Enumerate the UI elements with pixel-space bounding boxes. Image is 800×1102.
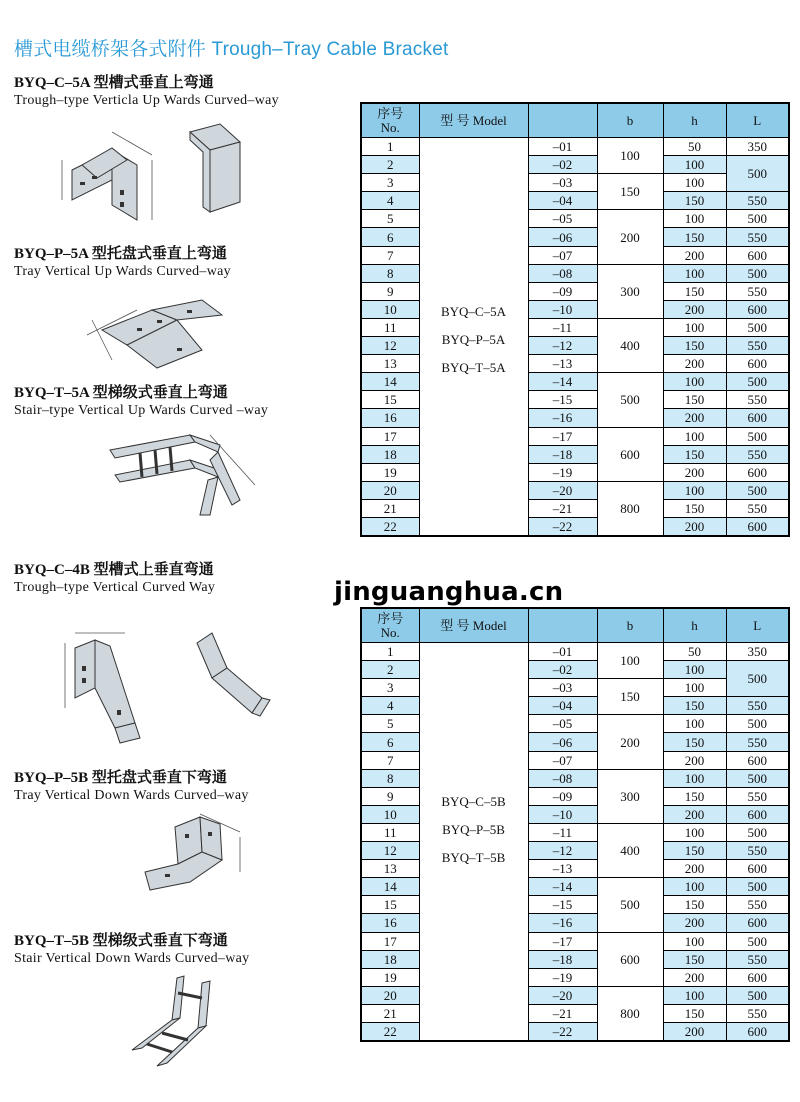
cell-code: –15 [528,391,597,409]
cell-no: 1 [361,138,419,156]
cell-l: 500 [726,156,789,192]
caption-c5a [14,75,279,109]
cell-code: –07 [528,246,597,264]
trough-vertical-cover-drawing [192,628,272,718]
model-name: BYQ–P–5B [442,822,505,837]
cell-h: 100 [663,679,726,697]
header-model: 型 号 Model [419,103,528,138]
cell-l: 500 [726,986,789,1004]
cell-code: –20 [528,481,597,499]
table-body [361,138,789,537]
cell-no: 4 [361,697,419,715]
cell-l: 500 [726,661,789,697]
cell-h: 100 [663,661,726,679]
caption-en: Tray Vertical Down Wards Curved–way [14,788,249,803]
cell-h: 150 [663,337,726,355]
cell-no: 6 [361,228,419,246]
header-blank [528,608,597,643]
model-name: BYQ–T–5A [441,360,506,375]
cell-b: 600 [597,427,663,481]
cell-l: 600 [726,409,789,427]
cell-no: 7 [361,751,419,769]
cell-no: 12 [361,842,419,860]
cell-no: 12 [361,337,419,355]
cell-code: –01 [528,643,597,661]
cell-code: –06 [528,228,597,246]
cell-code: –07 [528,751,597,769]
caption-en: Tray Vertical Up Wards Curved–way [14,264,231,279]
cell-no: 22 [361,517,419,536]
cell-code: –08 [528,264,597,282]
caption-cn: BYQ–P–5A 型托盘式垂直上弯通 [14,246,227,262]
cell-no: 8 [361,264,419,282]
cell-l: 500 [726,318,789,336]
cell-h: 150 [663,1004,726,1022]
cell-h: 150 [663,950,726,968]
cell-h: 100 [663,210,726,228]
cell-l: 550 [726,228,789,246]
cell-l: 600 [726,860,789,878]
cell-code: –01 [528,138,597,156]
cell-l: 600 [726,463,789,481]
cell-no: 11 [361,318,419,336]
cell-code: –22 [528,1022,597,1041]
cell-l: 600 [726,914,789,932]
header-no: 序号 No. [361,608,419,643]
cell-h: 200 [663,246,726,264]
header-l: L [726,608,789,643]
cell-h: 150 [663,228,726,246]
cell-no: 10 [361,805,419,823]
cell-b: 500 [597,373,663,427]
cell-code: –11 [528,318,597,336]
cell-h: 100 [663,986,726,1004]
spec-table-b [360,607,790,1042]
cell-code: –03 [528,679,597,697]
cell-code: –08 [528,769,597,787]
cell-code: –21 [528,499,597,517]
caption-t5a [14,385,268,419]
cell-no: 14 [361,878,419,896]
cell-h: 50 [663,138,726,156]
cell-h: 200 [663,914,726,932]
caption-cn: BYQ–P–5B 型托盘式垂直下弯通 [14,770,227,786]
trough-bend-drawing [52,120,172,240]
cell-code: –02 [528,156,597,174]
table-row [361,138,789,156]
header-h: h [663,103,726,138]
cell-no: 17 [361,427,419,445]
cell-l: 500 [726,481,789,499]
trough-cover-drawing [185,122,245,217]
cell-no: 11 [361,823,419,841]
cell-l: 500 [726,932,789,950]
cell-no: 2 [361,156,419,174]
watermark: jinguanghua.cn [334,577,564,607]
cell-l: 500 [726,769,789,787]
cell-h: 100 [663,715,726,733]
cell-l: 350 [726,138,789,156]
cell-no: 19 [361,463,419,481]
cell-no: 10 [361,300,419,318]
cell-l: 500 [726,823,789,841]
cell-b: 150 [597,679,663,715]
cell-no: 15 [361,896,419,914]
cell-no: 21 [361,499,419,517]
cell-b: 150 [597,174,663,210]
cell-l: 500 [726,264,789,282]
cell-no: 18 [361,950,419,968]
cell-l: 550 [726,337,789,355]
cell-b: 200 [597,210,663,264]
cell-h: 150 [663,391,726,409]
cell-b: 400 [597,823,663,877]
cell-b: 300 [597,264,663,318]
cell-l: 550 [726,1004,789,1022]
spec-table-a [360,102,790,537]
cell-b: 300 [597,769,663,823]
cell-code: –21 [528,1004,597,1022]
header-b: b [597,103,663,138]
cell-l: 550 [726,499,789,517]
cell-code: –16 [528,914,597,932]
model-name: BYQ–C–5B [441,794,506,809]
cell-b: 400 [597,318,663,372]
cell-code: –18 [528,445,597,463]
cell-code: –17 [528,427,597,445]
caption-t5b [14,933,249,967]
cell-b: 600 [597,932,663,986]
cell-no: 22 [361,1022,419,1041]
cell-code: –03 [528,174,597,192]
header-blank [528,103,597,138]
trough-vertical-drawing [55,628,155,748]
cell-no: 17 [361,932,419,950]
cell-no: 9 [361,787,419,805]
model-cell [419,643,528,1042]
model-name: BYQ–P–5A [441,332,506,347]
model-cell [419,138,528,537]
cell-l: 500 [726,210,789,228]
cell-h: 150 [663,697,726,715]
cell-h: 200 [663,517,726,536]
cell-no: 14 [361,373,419,391]
cell-no: 6 [361,733,419,751]
caption-c4b [14,562,215,596]
cell-h: 100 [663,823,726,841]
cell-l: 600 [726,751,789,769]
cell-no: 13 [361,355,419,373]
cell-code: –12 [528,842,597,860]
cell-code: –17 [528,932,597,950]
cell-h: 200 [663,751,726,769]
cell-l: 550 [726,950,789,968]
cell-no: 3 [361,679,419,697]
cell-code: –13 [528,860,597,878]
cell-l: 600 [726,355,789,373]
cell-h: 100 [663,156,726,174]
cell-l: 600 [726,805,789,823]
cell-no: 13 [361,860,419,878]
cell-no: 19 [361,968,419,986]
cell-l: 550 [726,445,789,463]
cell-h: 100 [663,878,726,896]
header-b: b [597,608,663,643]
cell-h: 100 [663,427,726,445]
cell-code: –14 [528,373,597,391]
cell-h: 150 [663,499,726,517]
cell-l: 550 [726,733,789,751]
header-model: 型 号 Model [419,608,528,643]
cell-l: 550 [726,842,789,860]
cell-no: 5 [361,210,419,228]
cell-b: 100 [597,643,663,679]
cell-h: 50 [663,643,726,661]
caption-p5a [14,246,231,280]
caption-cn: BYQ–C–4B 型槽式上垂直弯通 [14,562,214,578]
cell-l: 500 [726,373,789,391]
cell-no: 16 [361,914,419,932]
caption-en: Stair Vertical Down Wards Curved–way [14,951,250,966]
cell-h: 150 [663,842,726,860]
model-name: BYQ–C–5A [440,304,506,319]
cell-no: 20 [361,481,419,499]
cell-l: 600 [726,517,789,536]
cell-code: –19 [528,463,597,481]
cell-l: 550 [726,391,789,409]
cell-h: 150 [663,896,726,914]
cell-code: –20 [528,986,597,1004]
cell-code: –12 [528,337,597,355]
cell-no: 15 [361,391,419,409]
table-body [361,643,789,1042]
cell-h: 150 [663,282,726,300]
cell-h: 100 [663,932,726,950]
cell-no: 18 [361,445,419,463]
cell-code: –05 [528,210,597,228]
cell-no: 4 [361,192,419,210]
cell-no: 5 [361,715,419,733]
caption-p5b [14,770,249,804]
cell-h: 200 [663,968,726,986]
caption-cn: BYQ–C–5A 型槽式垂直上弯通 [14,75,214,91]
cell-no: 21 [361,1004,419,1022]
cell-b: 500 [597,878,663,932]
cell-code: –19 [528,968,597,986]
caption-cn: BYQ–T–5B 型梯级式垂直下弯通 [14,933,228,949]
cell-h: 150 [663,445,726,463]
cell-h: 200 [663,1022,726,1041]
tray-down-bend-drawing [140,812,250,897]
cell-code: –13 [528,355,597,373]
cell-h: 100 [663,481,726,499]
cell-code: –15 [528,896,597,914]
cell-no: 2 [361,661,419,679]
cell-l: 600 [726,246,789,264]
cell-code: –10 [528,805,597,823]
header-l: L [726,103,789,138]
cell-h: 150 [663,192,726,210]
cell-l: 550 [726,192,789,210]
cell-code: –10 [528,300,597,318]
cell-code: –05 [528,715,597,733]
cell-code: –04 [528,697,597,715]
ladder-down-bend-drawing [122,968,232,1073]
caption-en: Trough–type Vertical Curved Way [14,580,216,595]
cell-l: 350 [726,643,789,661]
cell-h: 150 [663,787,726,805]
cell-l: 500 [726,427,789,445]
cell-no: 7 [361,246,419,264]
cell-b: 800 [597,986,663,1041]
cell-h: 200 [663,300,726,318]
cell-h: 100 [663,318,726,336]
cell-h: 100 [663,373,726,391]
cell-b: 100 [597,138,663,174]
cell-l: 600 [726,1022,789,1041]
cell-b: 200 [597,715,663,769]
cell-h: 100 [663,174,726,192]
cell-h: 150 [663,733,726,751]
cell-no: 16 [361,409,419,427]
cell-h: 200 [663,355,726,373]
cell-l: 550 [726,787,789,805]
cell-l: 550 [726,697,789,715]
cell-h: 200 [663,860,726,878]
ladder-bend-drawing [100,420,260,520]
cell-code: –22 [528,517,597,536]
cell-l: 600 [726,300,789,318]
tray-bend-drawing [82,290,232,370]
cell-code: –18 [528,950,597,968]
cell-l: 500 [726,878,789,896]
cell-code: –09 [528,282,597,300]
cell-h: 100 [663,769,726,787]
cell-code: –02 [528,661,597,679]
caption-en: Stair–type Vertical Up Wards Curved –way [14,403,269,418]
model-name: BYQ–T–5B [441,850,506,865]
cell-b: 800 [597,481,663,536]
cell-code: –09 [528,787,597,805]
cell-no: 9 [361,282,419,300]
cell-h: 200 [663,805,726,823]
header-no: 序号 No. [361,103,419,138]
cell-no: 8 [361,769,419,787]
cell-h: 100 [663,264,726,282]
caption-en: Trough–type Verticla Up Wards Curved–way [14,93,279,108]
cell-code: –11 [528,823,597,841]
cell-l: 600 [726,968,789,986]
cell-no: 20 [361,986,419,1004]
page-title: 槽式电缆桥架各式附件 Trough–Tray Cable Bracket [14,39,449,60]
cell-code: –04 [528,192,597,210]
cell-l: 500 [726,715,789,733]
cell-code: –14 [528,878,597,896]
table-row [361,643,789,661]
caption-cn: BYQ–T–5A 型梯级式垂直上弯通 [14,385,228,401]
header-h: h [663,608,726,643]
cell-no: 3 [361,174,419,192]
cell-code: –16 [528,409,597,427]
cell-l: 550 [726,282,789,300]
cell-h: 200 [663,409,726,427]
cell-code: –06 [528,733,597,751]
cell-h: 200 [663,463,726,481]
cell-no: 1 [361,643,419,661]
cell-l: 550 [726,896,789,914]
